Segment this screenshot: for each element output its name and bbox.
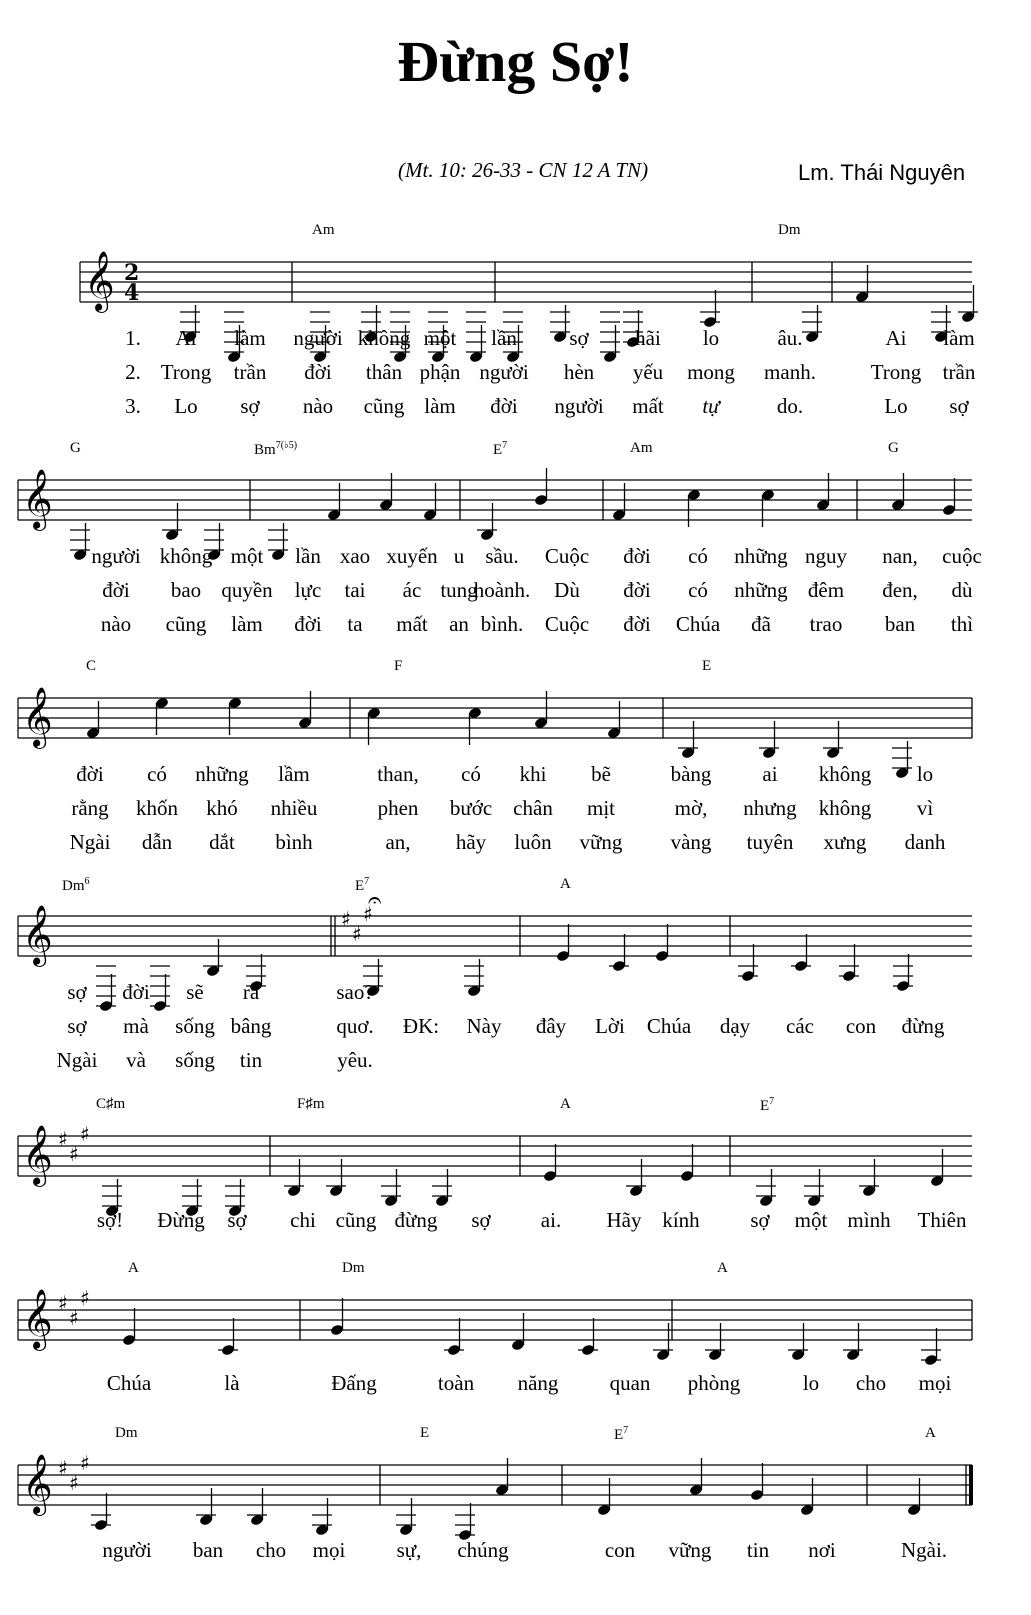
lyric-syllable: mong	[687, 360, 735, 384]
lyric-syllable: sợ!	[96, 1208, 124, 1232]
lyric-syllable: chân	[513, 796, 553, 820]
lyric-syllable: sầu.	[485, 544, 519, 568]
lyric-syllable: những	[195, 762, 249, 786]
lyric-syllable: mọi	[918, 1371, 952, 1395]
lyric-syllable: yêu.	[337, 1048, 373, 1072]
treble-clef-icon: 𝄞	[84, 251, 115, 311]
lyric-syllable: sống	[175, 1014, 215, 1038]
lyric-syllable: lực	[294, 578, 322, 602]
lyric-syllable: yếu	[632, 360, 664, 384]
lyric-syllable: mà	[123, 1014, 149, 1038]
lyric-syllable: đời	[623, 612, 651, 636]
lyric-syllable: 3.	[125, 394, 141, 418]
lyric-syllable: nào	[100, 612, 132, 636]
lyric-syllable: 2.	[125, 360, 141, 384]
lyric-syllable: Ngài.	[900, 1538, 948, 1562]
lyric-syllable: một	[423, 326, 457, 350]
lyric-syllable: đời	[304, 360, 332, 384]
lyric-syllable: Ai	[885, 326, 907, 350]
lyric-syllable: nhưng	[743, 796, 797, 820]
lyric-syllable: mất	[396, 612, 428, 636]
lyric-syllable: sợ	[67, 1014, 87, 1038]
lyric-syllable: tung	[440, 578, 478, 602]
chord-name: C	[86, 658, 97, 674]
lyric-syllable: đừng	[901, 1014, 945, 1038]
chord-name: E	[702, 658, 712, 674]
chord-name: E	[420, 1425, 430, 1441]
lyric-syllable: làm	[943, 326, 975, 350]
chord-name: A	[717, 1260, 728, 1276]
lyric-syllable: đời	[623, 578, 651, 602]
lyric-syllable: Dù	[554, 578, 580, 602]
lyric-syllable: sẽ	[186, 980, 204, 1004]
chord-symbol	[614, 1425, 628, 1444]
lyric-syllable: ai	[762, 762, 778, 786]
lyric-syllable: bàng	[670, 762, 712, 786]
lyric-syllable: Lo	[884, 394, 908, 418]
lyric-syllable: quơ.	[336, 1014, 374, 1038]
lyric-syllable: không	[357, 326, 411, 350]
lyric-syllable: tin	[239, 1048, 263, 1072]
lyric-syllable: nan,	[882, 544, 918, 568]
lyric-syllable: cũng	[165, 612, 207, 636]
sharp-icon: ♯	[80, 1122, 90, 1146]
lyric-syllable: tự	[702, 394, 720, 418]
lyric-syllable: đời	[623, 544, 651, 568]
lyric-syllable: Lo	[174, 394, 198, 418]
lyric-syllable: đây	[535, 1014, 567, 1038]
lyric-syllable: phận	[419, 360, 461, 384]
lyric-syllable: quan	[609, 1371, 651, 1395]
lyric-syllable: có	[147, 762, 167, 786]
time-signature-top: 2	[124, 260, 140, 286]
chord-name: Dm	[778, 222, 801, 238]
lyric-syllable: sợ	[227, 1208, 247, 1232]
chord-name: A	[560, 1096, 571, 1112]
lyric-syllable: ai.	[540, 1208, 562, 1232]
lyric-syllable: trần	[233, 360, 267, 384]
chord-extension: 7(♭5)	[275, 440, 298, 451]
fermata-icon: 𝄐	[368, 886, 382, 914]
lyric-syllable: sợ	[67, 980, 87, 1004]
lyric-syllable: thì	[950, 612, 974, 636]
lyric-syllable: lo	[702, 326, 720, 350]
lyric-syllable: luôn	[514, 830, 552, 854]
sharp-icon: ♯	[69, 1306, 79, 1330]
lyric-syllable: u	[453, 544, 465, 568]
lyric-syllable: các	[786, 1014, 814, 1038]
lyric-syllable: Cuộc	[544, 544, 590, 568]
lyric-syllable: sợ	[240, 394, 260, 418]
lyric-syllable: sao?	[336, 980, 374, 1004]
lyric-syllable: không	[159, 544, 213, 568]
chord-name: F	[394, 658, 403, 674]
lyric-syllable: cho	[255, 1538, 287, 1562]
lyric-syllable: tin	[746, 1538, 770, 1562]
lyric-syllable: xưng	[823, 830, 867, 854]
chord-name: Dm	[342, 1260, 365, 1276]
lyric-syllable: Cuộc	[544, 612, 590, 636]
chord-name: A	[560, 876, 571, 892]
lyric-syllable: hãy	[455, 830, 487, 854]
lyric-syllable: đã	[751, 612, 771, 636]
lyric-syllable: tai	[344, 578, 366, 602]
lyric-syllable: toàn	[437, 1371, 475, 1395]
lyric-syllable: người	[91, 544, 141, 568]
chord-extension: 7	[623, 1425, 629, 1436]
lyric-syllable: Ngài	[69, 830, 111, 854]
lyric-syllable: và	[126, 1048, 146, 1072]
sharp-icon: ♯	[69, 1142, 79, 1166]
chord-name: C♯m	[96, 1096, 126, 1112]
lyric-syllable: 1.	[125, 326, 141, 350]
lyric-syllable: Ngài	[56, 1048, 98, 1072]
lyric-syllable: bao	[170, 578, 202, 602]
lyric-syllable: những	[734, 578, 788, 602]
sharp-icon: ♯	[352, 922, 362, 946]
treble-clef-icon: 𝄞	[22, 905, 53, 965]
lyric-syllable: rằng	[71, 796, 109, 820]
lyric-syllable: đêm	[807, 578, 845, 602]
chord-name: Am	[312, 222, 335, 238]
lyric-syllable: đừng	[394, 1208, 438, 1232]
lyric-syllable: đen,	[882, 578, 918, 602]
lyric-syllable: làm	[231, 612, 263, 636]
lyric-syllable: cũng	[363, 394, 405, 418]
chord-name: E	[614, 1427, 624, 1443]
sharp-icon: ♯	[80, 1286, 90, 1310]
lyric-syllable: sống	[175, 1048, 215, 1072]
lyric-syllable: Trong	[870, 360, 922, 384]
lyric-syllable: an	[449, 612, 469, 636]
lyric-syllable: những	[734, 544, 788, 568]
lyric-syllable: đời	[76, 762, 104, 786]
chord-symbol	[115, 1425, 138, 1442]
chord-extension: 7	[769, 1096, 775, 1107]
lyric-syllable: do.	[776, 394, 804, 418]
page-title: Đừng Sợ!	[397, 29, 634, 94]
chord-name: E	[355, 878, 365, 894]
lyric-syllable: xuyến	[386, 544, 438, 568]
lyric-syllable: sợ	[750, 1208, 770, 1232]
sharp-icon: ♯	[58, 1291, 68, 1315]
lyric-syllable: Hãy	[606, 1208, 642, 1232]
lyric-syllable: trao	[809, 612, 843, 636]
lyric-syllable: khi	[519, 762, 547, 786]
lyric-syllable: Trong	[160, 360, 212, 384]
lyric-syllable: bước	[449, 796, 493, 820]
lyric-syllable: an,	[385, 830, 411, 854]
lyric-syllable: đời	[294, 612, 322, 636]
lyric-syllable: ban	[884, 612, 916, 636]
lyric-syllable: hoành.	[473, 578, 531, 602]
lyric-syllable: âu.	[777, 326, 803, 350]
lyric-syllable: năng	[517, 1371, 559, 1395]
lyric-syllable: Này	[466, 1014, 502, 1038]
lyric-syllable: cho	[855, 1371, 887, 1395]
lyric-syllable: thân	[365, 360, 403, 384]
chord-name: Bm	[254, 442, 276, 458]
treble-clef-icon: 𝄞	[22, 469, 53, 529]
lyric-syllable: không	[818, 796, 872, 820]
lyric-syllable: phen	[377, 796, 419, 820]
lyric-syllable: kính	[662, 1208, 700, 1232]
chord-name: G	[70, 440, 81, 456]
lyric-syllable: trần	[942, 360, 976, 384]
lyric-syllable: một	[794, 1208, 828, 1232]
lyric-syllable: ĐK:	[402, 1014, 440, 1038]
chord-symbol	[925, 1425, 936, 1442]
lyric-syllable: Lời	[595, 1014, 625, 1038]
lyric-syllable: tuyên	[746, 830, 794, 854]
lyric-syllable: dạy	[719, 1014, 751, 1038]
composer-name: Lm. Thái Nguyên	[798, 160, 966, 185]
sharp-icon: ♯	[80, 1451, 90, 1475]
chord-name: E	[760, 1098, 770, 1114]
chord-extension: 7	[502, 440, 508, 451]
lyric-syllable: bẽ	[591, 762, 611, 786]
lyric-syllable: ta	[347, 612, 363, 636]
lyric-syllable: xao	[339, 544, 371, 568]
lyric-syllable: Đừng	[157, 1208, 205, 1232]
lyric-syllable: đời	[490, 394, 518, 418]
lyric-syllable: hãi	[635, 326, 661, 350]
lyric-syllable: lần	[491, 326, 517, 350]
lyric-syllable: ác	[402, 578, 422, 602]
lyric-syllable: sợ	[949, 394, 969, 418]
lyric-syllable: là	[224, 1371, 240, 1395]
lyric-syllable: nguy	[805, 544, 847, 568]
lyric-syllable: Đấng	[331, 1371, 377, 1395]
lyric-syllable: người	[102, 1538, 152, 1562]
lyric-syllable: vàng	[670, 830, 712, 854]
lyric-syllable: bâng	[230, 1014, 272, 1038]
lyric-syllable: có	[688, 544, 708, 568]
lyric-syllable: lần	[295, 544, 321, 568]
lyric-syllable: nhiều	[270, 796, 318, 820]
chord-name: Dm	[62, 878, 85, 894]
lyric-syllable: mịt	[586, 796, 616, 820]
treble-clef-icon: 𝄞	[22, 1125, 53, 1185]
lyric-syllable: mình	[847, 1208, 891, 1232]
lyric-syllable: nào	[302, 394, 334, 418]
lyric-syllable: quyền	[221, 578, 273, 602]
lyric-syllable: lầm	[278, 762, 310, 786]
lyric-syllable: lo	[802, 1371, 820, 1395]
lyric-syllable: phòng	[687, 1371, 741, 1395]
lyric-syllable: làm	[424, 394, 456, 418]
treble-clef-icon: 𝄞	[22, 1289, 53, 1349]
lyric-syllable: con	[604, 1538, 636, 1562]
lyric-syllable: Chúa	[675, 612, 721, 636]
lyric-syllable: người	[554, 394, 604, 418]
chord-name: A	[925, 1425, 936, 1441]
chord-name: G	[888, 440, 899, 456]
lyric-syllable: hèn	[563, 360, 595, 384]
lyric-syllable: đời	[122, 980, 150, 1004]
lyric-syllable: sự,	[396, 1538, 422, 1562]
chord-name: Am	[630, 440, 653, 456]
lyric-syllable: Chúa	[646, 1014, 692, 1038]
lyric-syllable: con	[845, 1014, 877, 1038]
scripture-reference: (Mt. 10: 26-33 - CN 12 A TN)	[398, 158, 649, 182]
lyric-syllable: danh	[904, 830, 946, 854]
chord-extension: 6	[84, 876, 90, 887]
lyric-syllable: người	[293, 326, 343, 350]
sharp-icon: ♯	[341, 907, 351, 931]
lyric-syllable: có	[688, 578, 708, 602]
time-signature-bottom: 4	[124, 280, 140, 306]
lyric-syllable: mờ,	[674, 796, 708, 820]
lyric-syllable: lo	[916, 762, 934, 786]
lyric-syllable: manh.	[764, 360, 816, 384]
lyric-syllable: dẫn	[141, 830, 173, 854]
lyric-syllable: ban	[192, 1538, 224, 1562]
lyric-syllable: Ai	[175, 326, 197, 350]
lyric-syllable: mất	[632, 394, 664, 418]
lyric-syllable: khốn	[136, 796, 178, 820]
chord-name: Dm	[115, 1425, 138, 1441]
lyric-syllable: một	[230, 544, 264, 568]
lyric-syllable: sợ	[471, 1208, 491, 1232]
sharp-icon: ♯	[363, 902, 373, 926]
sharp-icon: ♯	[69, 1471, 79, 1495]
lyric-syllable: chi	[290, 1208, 316, 1232]
lyric-syllable: bình	[275, 830, 313, 854]
lyric-syllable: sợ	[569, 326, 589, 350]
lyric-syllable: khó	[206, 796, 238, 820]
chord-extension: 7	[364, 876, 370, 887]
lyric-syllable: người	[479, 360, 529, 384]
lyric-syllable: mọi	[312, 1538, 346, 1562]
treble-clef-icon: 𝄞	[22, 687, 53, 747]
lyric-syllable: Thiên	[917, 1208, 967, 1232]
lyric-syllable: Chúa	[106, 1371, 152, 1395]
sharp-icon: ♯	[58, 1127, 68, 1151]
chord-name: F♯m	[297, 1096, 325, 1112]
lyric-syllable: vững	[668, 1538, 712, 1562]
lyric-syllable: không	[818, 762, 872, 786]
chord-name: A	[128, 1260, 139, 1276]
lyric-syllable: ra	[242, 980, 260, 1004]
treble-clef-icon: 𝄞	[22, 1454, 53, 1514]
chord-symbol	[420, 1425, 429, 1442]
lyric-syllable: chúng	[457, 1538, 509, 1562]
lyric-syllable: dù	[951, 578, 973, 602]
lyric-syllable: bình.	[480, 612, 524, 636]
lyric-syllable: làm	[234, 326, 266, 350]
lyric-syllable: than,	[377, 762, 419, 786]
lyric-syllable: nơi	[808, 1538, 836, 1562]
sharp-icon: ♯	[58, 1456, 68, 1480]
lyric-syllable: đời	[102, 578, 130, 602]
lyric-syllable: có	[461, 762, 481, 786]
lyric-syllable: cũng	[335, 1208, 377, 1232]
lyric-syllable: dắt	[209, 830, 235, 854]
lyric-syllable: vì	[916, 796, 934, 820]
chord-name: E	[493, 442, 503, 458]
lyric-syllable: cuộc	[942, 544, 982, 568]
lyric-syllable: vững	[579, 830, 623, 854]
